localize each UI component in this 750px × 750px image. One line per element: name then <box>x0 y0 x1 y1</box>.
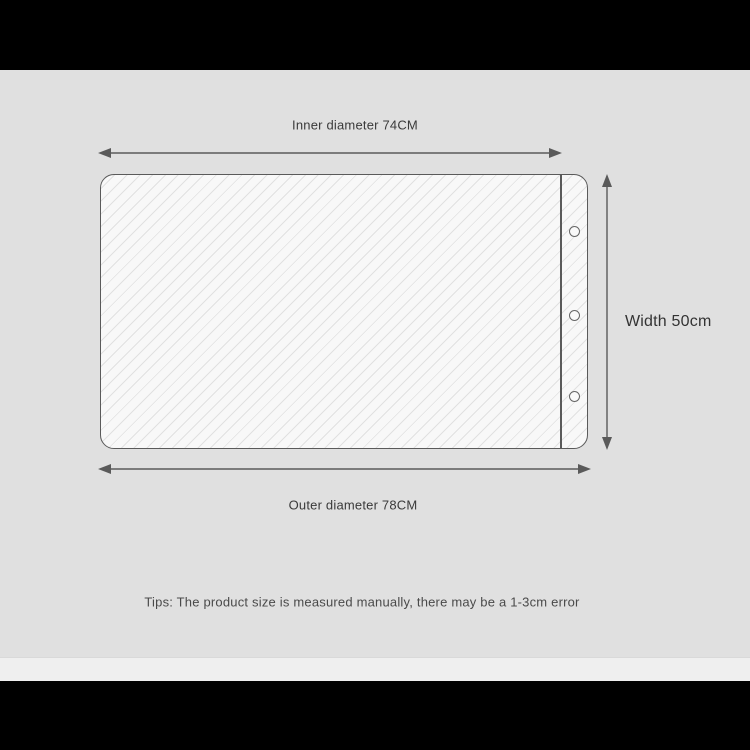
binding-hole <box>569 310 580 321</box>
width-label: Width 50cm <box>625 313 712 330</box>
product-outline <box>100 174 588 449</box>
inner-diameter-label: Inner diameter 74CM <box>292 117 418 133</box>
tips-note: Tips: The product size is measured manually, there may be a 1-3cm error <box>144 594 580 610</box>
inner-diameter-arrow <box>98 146 562 160</box>
binding-divider-line <box>560 175 562 448</box>
binding-hole <box>569 391 580 402</box>
bottom-letterbox-bar <box>0 681 750 750</box>
top-letterbox-bar <box>0 0 750 70</box>
binding-hole <box>569 226 580 237</box>
outer-diameter-label: Outer diameter 78CM <box>288 497 418 513</box>
footer-strip <box>0 657 750 681</box>
width-arrow <box>600 174 614 450</box>
outer-diameter-arrow <box>98 462 591 476</box>
